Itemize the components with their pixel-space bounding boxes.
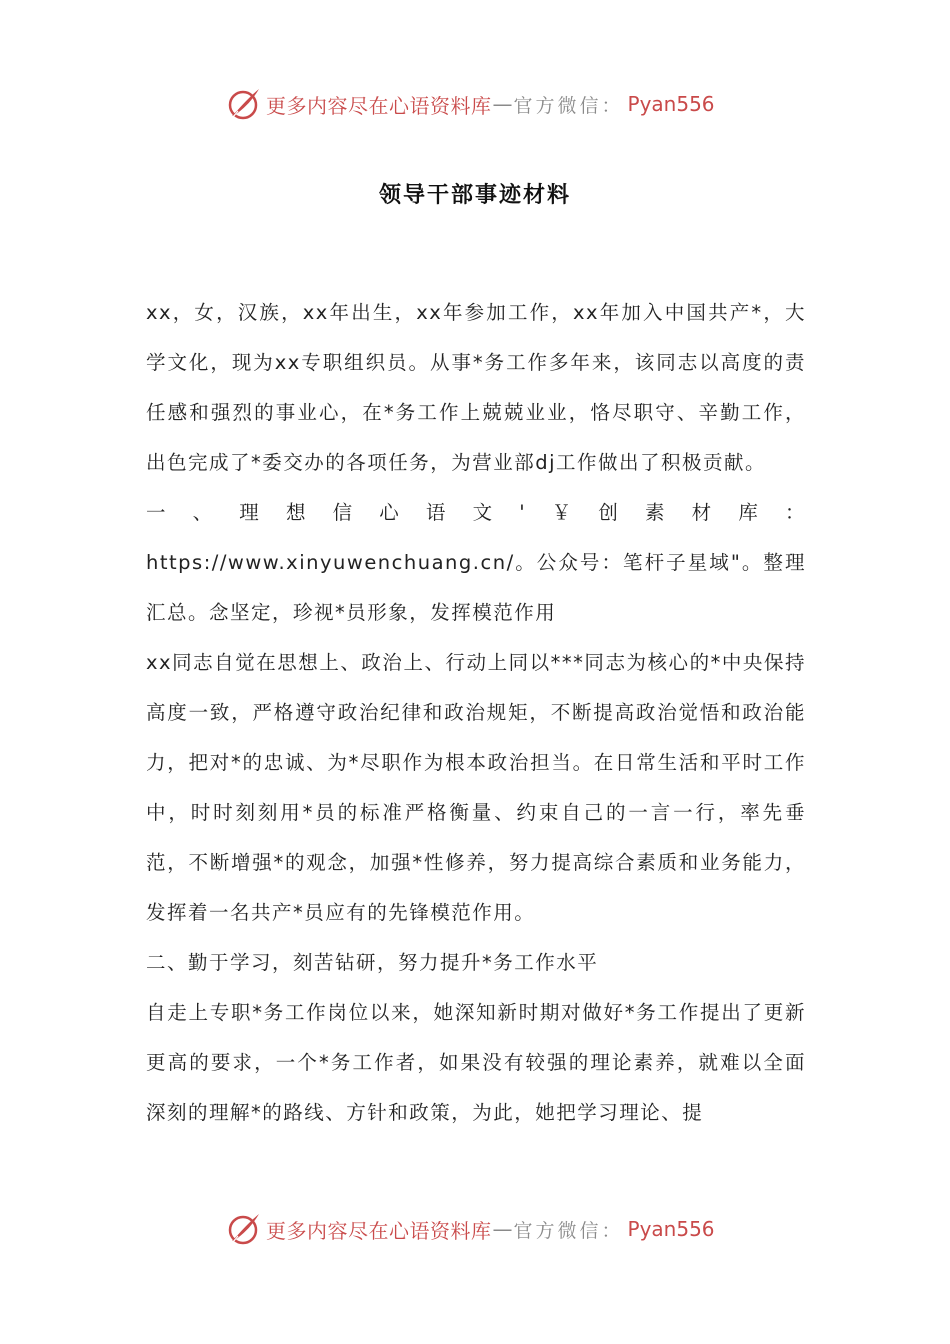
watermark-banner-top [226,84,715,124]
watermark-sub-text: 官方微信： [513,1219,624,1242]
watermark-banner-bottom [226,1209,715,1249]
watermark-handle: Pyan556 [627,1217,715,1241]
watermark-main-text: 更多内容尽在心语资料库 [266,1218,492,1243]
body-paragraph: 一、理想信心语文'￥创素材库：https://www.xinyuwenchuang.cn/。公众号：笔杆子星域"。整理汇总。念坚定，珍视*员形象，发挥模范作用 [146,501,806,624]
body-paragraph: xx，女，汉族，xx年出生，xx年参加工作，xx年加入中国共产*，大学文化，现为xx专职组织员。从事*务工作多年来，该同志以高度的责任感和强烈的事业心，在*务工作上兢兢业业，恪尽职守、辛勤工作，出色完成了*委交办的各项任务，为营业部dj工作做出了积极贡献。 [146,301,806,474]
watermark-handle: Pyan556 [627,92,715,116]
watermark-sub-text: 官方微信： [513,94,624,117]
body-paragraph: xx同志自觉在思想上、政治上、行动上同以***同志为核心的*中央保持高度一致，严格遵守政治纪律和政治规矩，不断提高政治觉悟和政治能力，把对*的忠诚、为*尽职作为根本政治担当。在日常生活和平时工作中，时时刻刻用*员的标准严格衡量、约束自己的一言一行，率先垂范，不断增强*的观念，加强*性修养，努力提高综合素质和业务能力，发挥着一名共产*员应有的先锋模范作用。 [146,651,806,924]
document-title: 领导干部事迹材料 [378,183,571,208]
watermark-main-text: 更多内容尽在心语资料库 [266,93,492,118]
watermark-dash: — [492,1217,513,1241]
document-body [146,288,806,1138]
section-heading: 二、勤于学习，刻苦钻研，努力提升*务工作水平 [146,951,599,974]
body-paragraph: 自走上专职*务工作岗位以来，她深知新时期对做好*务工作提出了更新更高的要求，一个*务工作者，如果没有较强的理论素养，就难以全面深刻的理解*的路线、方针和政策，为此，她把学习理论、提 [146,1001,806,1124]
quill-pen-circle-logo-icon [226,86,262,122]
watermark-dash: — [492,92,513,116]
quill-pen-circle-logo-icon [226,1211,262,1247]
